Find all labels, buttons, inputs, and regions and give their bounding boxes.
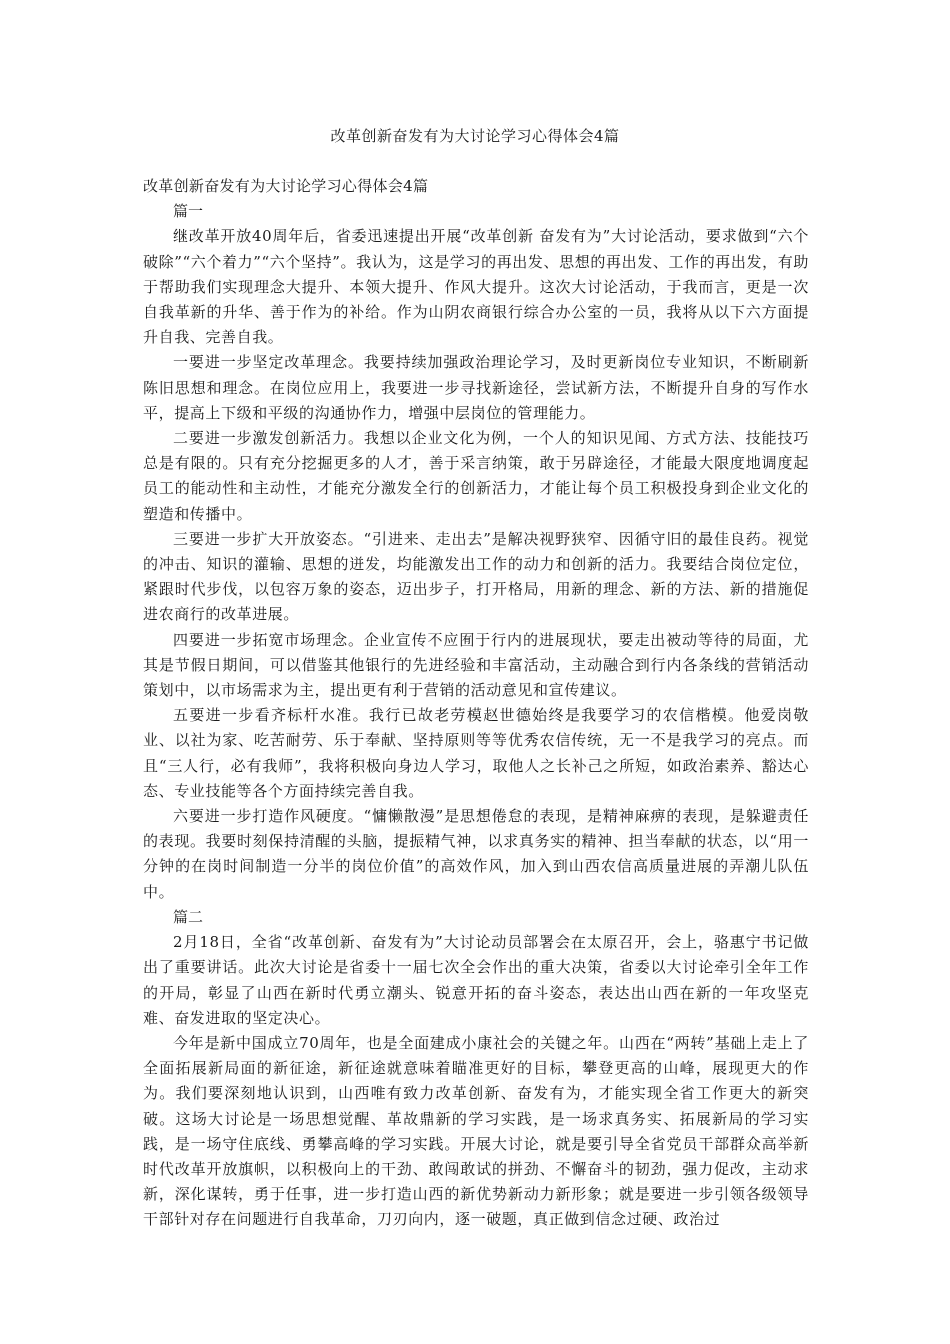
paragraph: 继改革开放40周年后，省委迅速提出开展“改革创新 奋发有为”大讨论活动，要求做到“六个破除”“六个着力”“六个坚持”。我认为，这是学习的再出发、思想的再出发、工作的再出发，有助于帮助我们实现理念大提升、本领大提升、作风大提升。这次大讨论活动，于我而言，更是一次自我革新的升华、善于作为的补给。作为山阴农商银行综合办公室的一员，我将从以下六方面提升自我、完善自我。: [143, 227, 809, 347]
paragraph: 二要进一步激发创新活力。我想以企业文化为例，一个人的知识见闻、方式方法、技能技巧总是有限的。只有充分挖掘更多的人才，善于采言纳策，敢于另辟途径，才能最大限度地调度起员工的能动性和主动性，才能充分激发全行的创新活力，才能让每个员工积极投身到企业文化的塑造和传播中。: [143, 429, 809, 523]
paragraph: 四要进一步拓宽市场理念。企业宣传不应囿于行内的进展现状，要走出被动等待的局面，尤其是节假日期间，可以借鉴其他银行的先进经验和丰富活动，主动融合到行内各条线的营销活动策划中，以市场需求为主，提出更有利于营销的活动意见和宣传建议。: [143, 630, 809, 700]
paragraph: 五要进一步看齐标杆水准。我行已故老劳模赵世德始终是我要学习的农信楷模。他爱岗敬业、以社为家、吃苦耐劳、乐于奉献、坚持原则等等优秀农信传统，无一不是我学习的亮点。而且“三人行，必有我师”，我将积极向身边人学习，取他人之长补己之所短，如政治素养、豁达心态、专业技能等各个方面持续完善自我。: [143, 706, 809, 800]
paragraph: 三要进一步扩大开放姿态。“引进来、走出去”是解决视野狭窄、因循守旧的最佳良药。视觉的冲击、知识的灌输、思想的迸发，均能激发出工作的动力和创新的活力。我要结合岗位定位，紧跟时代步伐，以包容万象的姿态，迈出步子，打开格局，用新的理念、新的方法、新的措施促进农商行的改革进展。: [143, 529, 809, 624]
paragraph: 六要进一步打造作风硬度。“慵懒散漫”是思想倦怠的表现，是精神麻痹的表现，是躲避责任的表现。我要时刻保持清醒的头脑，提振精气神，以求真务实的精神、担当奉献的状态，以“用一分钟的在岗时间制造一分半的岗位价值”的高效作风，加入到山西农信高质量进展的弄潮儿队伍中。: [143, 807, 809, 901]
section-heading-1: 篇一: [173, 202, 204, 221]
document-body: [143, 174, 809, 1233]
paragraph: 2月18日，全省“改革创新、奋发有为”大讨论动员部署会在太原召开，会上，骆惠宁书记做出了重要讲话。此次大讨论是省委十一届七次全会作出的重大决策，省委以大讨论牵引全年工作的开局，彰显了山西在新时代勇立潮头、锐意开拓的奋斗姿态，表达出山西在新的一年攻坚克难、奋发进取的坚定决心。: [143, 933, 809, 1027]
section-heading-2: 篇二: [173, 907, 204, 926]
paragraph: 今年是新中国成立70周年，也是全面建成小康社会的关键之年。山西在“两转”基础上走上了全面拓展新局面的新征途，新征途就意味着瞄准更好的目标，攀登更高的山峰，展现更大的作为。我们要深刻地认识到，山西唯有致力改革创新、奋发有为，才能实现全省工作更大的新突破。这场大讨论是一场思想觉醒、革故鼎新的学习实践，是一场求真务实、拓展新局的学习实践，是一场守住底线、勇攀高峰的学习实践。开展大讨论，就是要引导全省党员干部群众高举新时代改革开放旗帜，以积极向上的干劲、敢闯敢试的拼劲、不懈奋斗的韧劲，强力促改，主动求新，深化谋转，勇于任事，进一步打造山西的新优势新动力新形象；就是要进一步引领各级领导干部针对存在问题进行自我革命，刀刃向内，逐一破题，真正做到信念过硬、政治过: [143, 1033, 809, 1229]
paragraph: 一要进一步坚定改革理念。我要持续加强政治理论学习，及时更新岗位专业知识，不断刷新陈旧思想和理念。在岗位应用上，我要进一步寻找新途径，尝试新方法，不断提升自身的写作水平，提高上下级和平级的沟通协作力，增强中层岗位的管理能力。: [143, 353, 809, 422]
document-subtitle: 改革创新奋发有为大讨论学习心得体会4篇: [143, 177, 429, 195]
document-title: 改革创新奋发有为大讨论学习心得体会4篇: [330, 127, 620, 145]
